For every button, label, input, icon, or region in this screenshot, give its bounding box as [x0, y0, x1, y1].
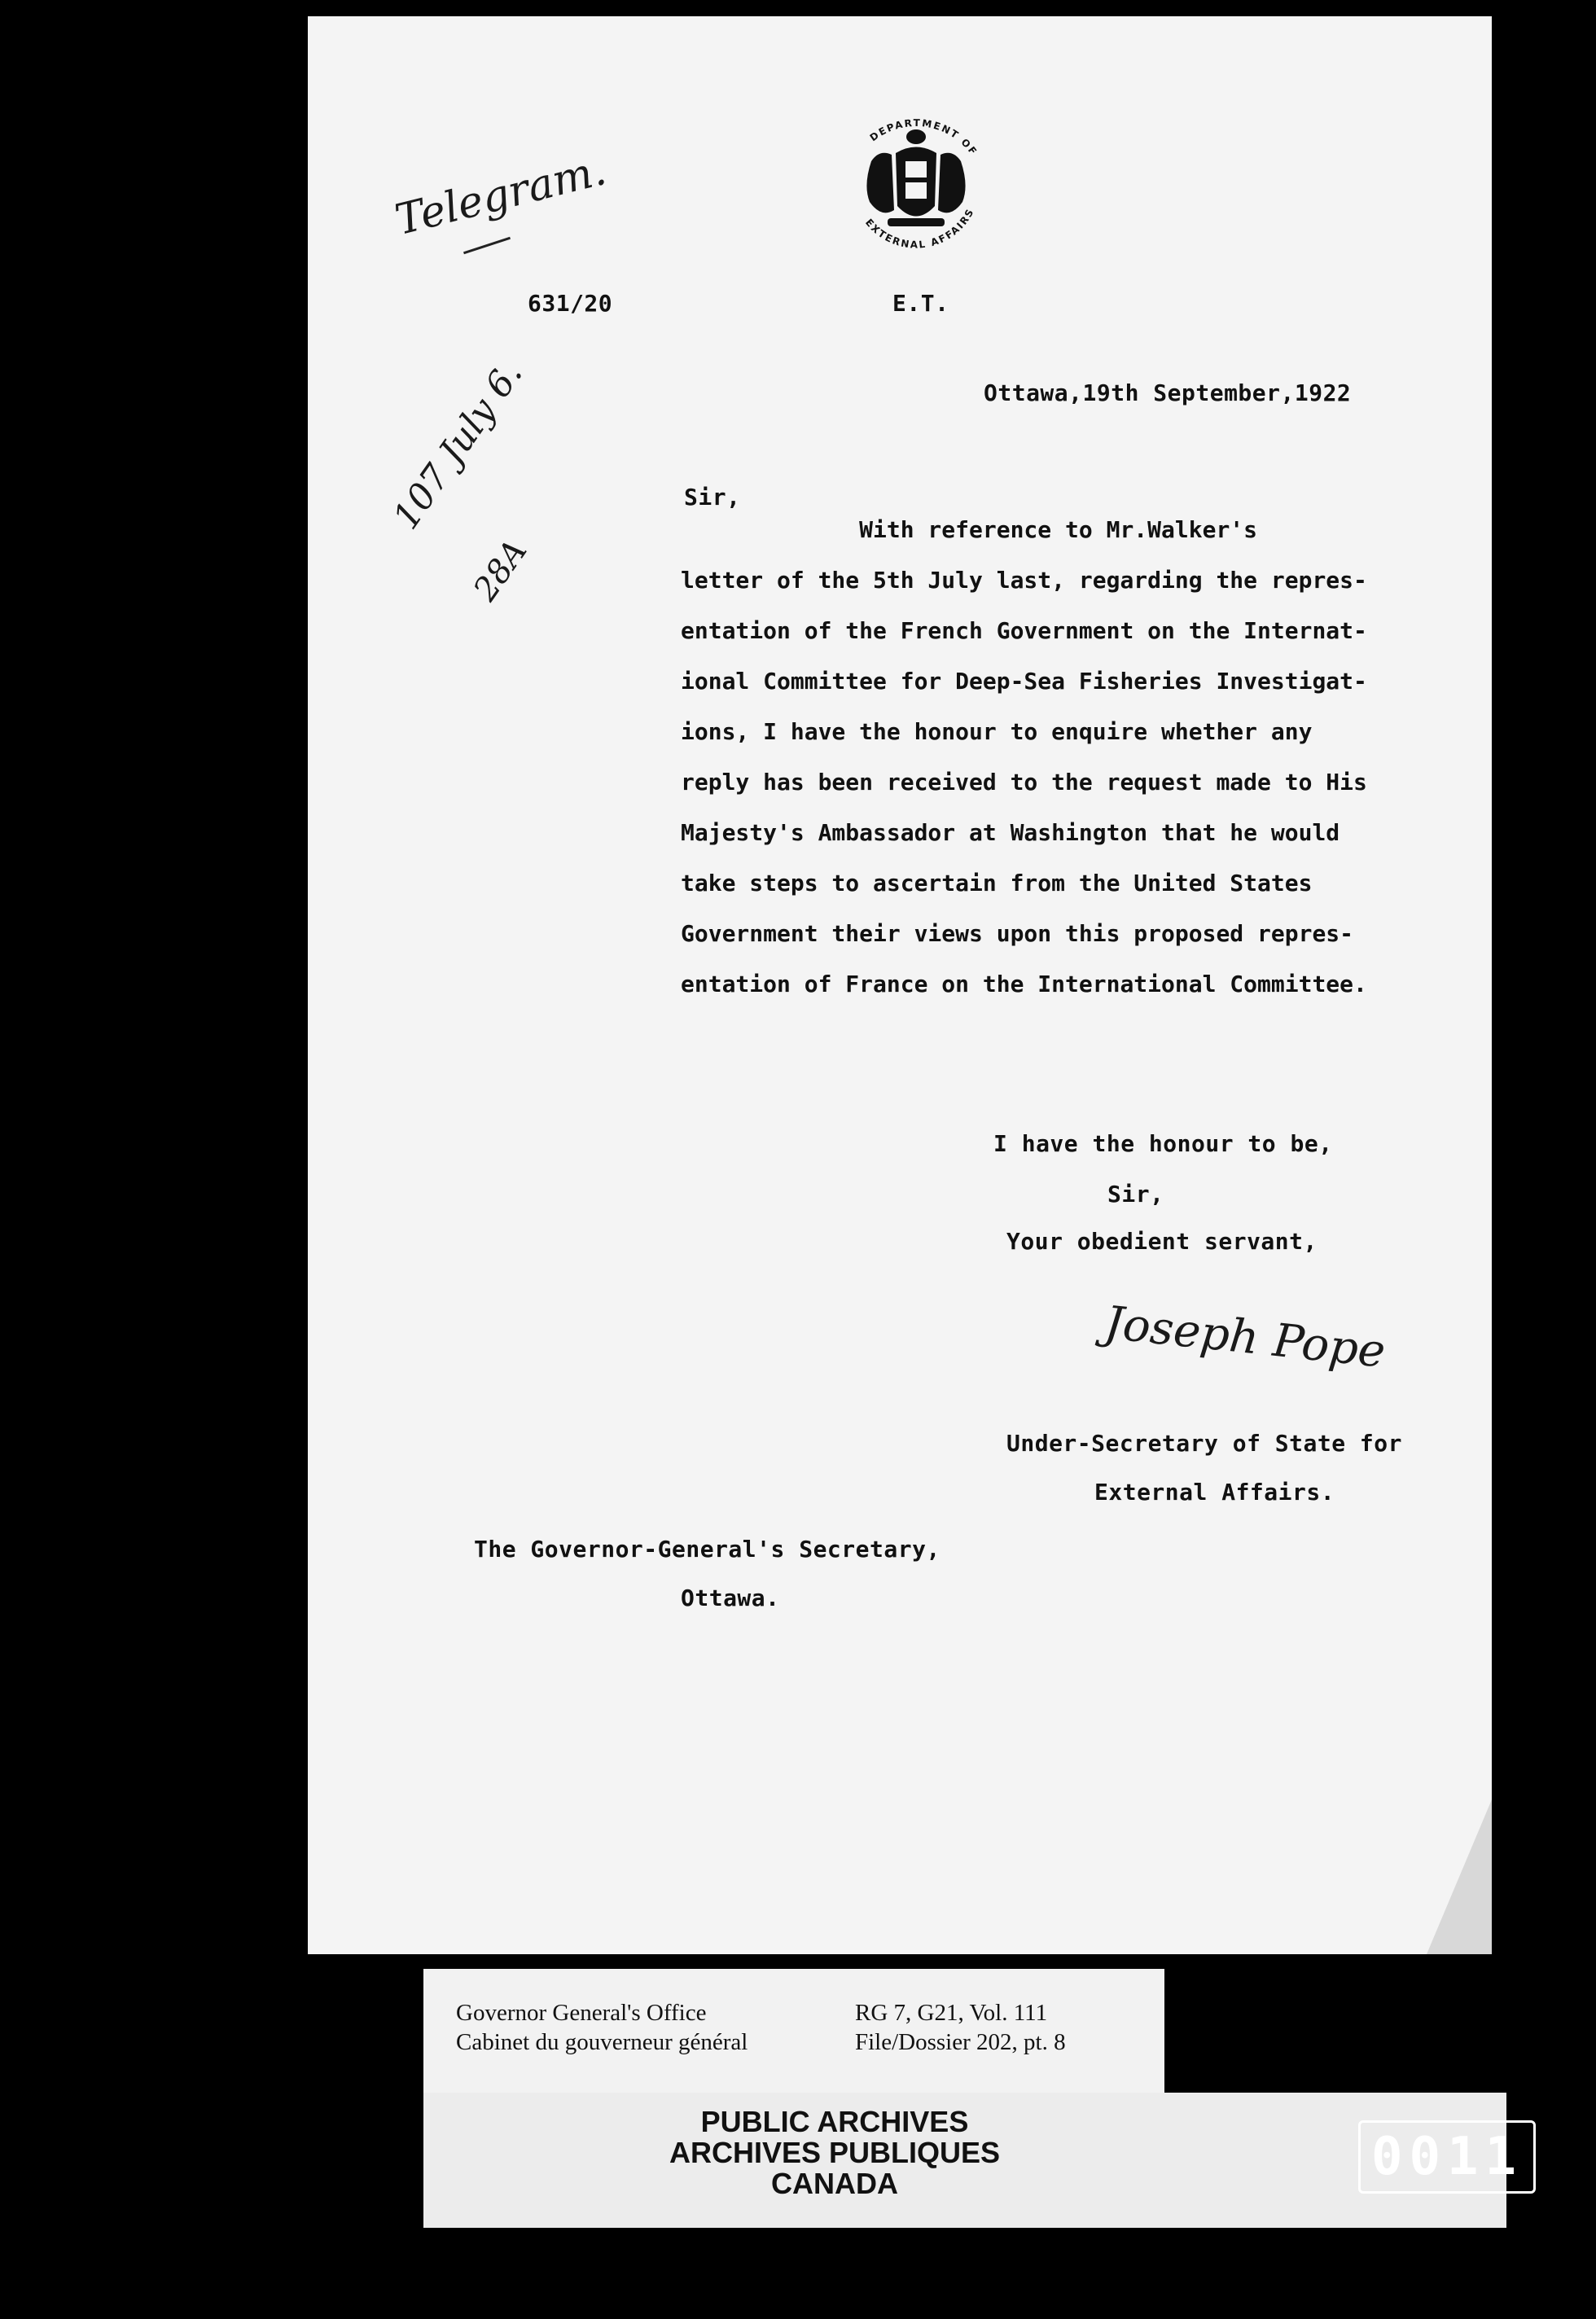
- stamp-line-1: PUBLIC ARCHIVES: [700, 2105, 969, 2138]
- page-corner-fold: [1427, 1800, 1492, 1954]
- signatory-title-1: Under-Secretary of State for: [1006, 1430, 1403, 1457]
- file-reference: 631/20: [528, 290, 613, 317]
- svg-text:EXTERNAL AFFAIRS: EXTERNAL AFFAIRS: [863, 206, 977, 251]
- stamp-line-3: CANADA: [771, 2167, 898, 2200]
- date-line: Ottawa,19th September,1922: [984, 379, 1352, 406]
- body-line: reply has been received to the request made to His: [681, 769, 1367, 796]
- film-border-left: [0, 0, 308, 2319]
- svg-text:DEPARTMENT OF: DEPARTMENT OF: [867, 116, 980, 158]
- frame-counter: 0011: [1358, 2120, 1536, 2194]
- body-line: entation of France on the International Committee.: [681, 971, 1367, 997]
- underline-mark: [463, 237, 511, 254]
- closing-line-3: Your obedient servant,: [1006, 1228, 1318, 1255]
- addressee-line-1: The Governor-General's Secretary,: [474, 1536, 940, 1563]
- signature: Joseph Pope: [1102, 1296, 1388, 1379]
- margin-note-side-1: 107 July 6.: [385, 353, 531, 537]
- body-line: ional Committee for Deep-Sea Fisheries Investigat-: [681, 668, 1367, 695]
- salutation: Sir,: [684, 484, 741, 511]
- record-group-ref: RG 7, G21, Vol. 111: [855, 2000, 1048, 2026]
- body-line: entation of the French Government on the Internat-: [681, 617, 1367, 644]
- margin-note-telegram: Telegram.: [390, 145, 612, 246]
- closing-line-1: I have the honour to be,: [993, 1130, 1333, 1157]
- archive-reference-label: [423, 1969, 1164, 2093]
- body-line: letter of the 5th July last, regarding the repres-: [681, 567, 1367, 594]
- body-line: With reference to Mr.Walker's: [681, 516, 1258, 543]
- addressee-line-2: Ottawa.: [681, 1585, 780, 1611]
- body-line: Majesty's Ambassador at Washington that he would: [681, 819, 1340, 846]
- body-line: take steps to ascertain from the United States: [681, 870, 1313, 896]
- office-name-fr: Cabinet du gouverneur général: [456, 2029, 748, 2055]
- letter-body: [681, 505, 1367, 1010]
- department-crest: [831, 104, 1002, 275]
- body-line: Government their views upon this proposed repres-: [681, 920, 1354, 947]
- stamp-line-2: ARCHIVES PUBLIQUES: [669, 2136, 1001, 2169]
- margin-note-side-2: 28A: [467, 533, 535, 608]
- body-line: ions, I have the honour to enquire whether any: [681, 718, 1313, 745]
- crest-initials: E.T.: [892, 290, 949, 317]
- signatory-title-2: External Affairs.: [1094, 1479, 1335, 1506]
- file-dossier-ref: File/Dossier 202, pt. 8: [855, 2029, 1066, 2055]
- office-name-en: Governor General's Office: [456, 2000, 707, 2026]
- letter-page: [308, 16, 1492, 1954]
- closing-line-2: Sir,: [1107, 1181, 1164, 1208]
- archives-stamp: [423, 2093, 1506, 2228]
